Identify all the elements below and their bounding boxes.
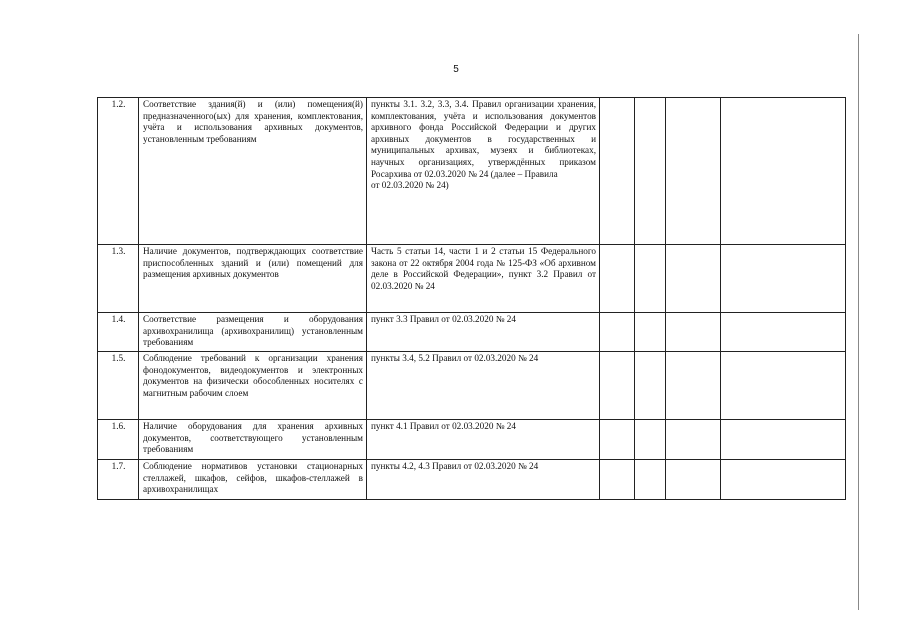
answer-cell-na bbox=[666, 420, 721, 460]
table-row bbox=[98, 313, 846, 352]
answer-cell-na bbox=[666, 245, 721, 313]
reference-cell bbox=[367, 98, 600, 245]
reference-text: пункты 3.4, 5.2 Правил от 02.03.2020 № 24 bbox=[367, 352, 600, 420]
answer-cell-na bbox=[666, 352, 721, 420]
table-row bbox=[98, 420, 846, 460]
reference-text: пункты 3.1. 3.2, 3.3, 3.4. Правил организации хранения, комплектования, учёта и использования документов архивного фонда Российской Федерации и других архивных документов в государственных и муниципальных архивах, музеях и библиотеках, научных организациях, утверждённых приказом Росархива от 02.03.2020 № 24 (далее – Правила bbox=[371, 99, 596, 179]
note-cell bbox=[721, 460, 846, 500]
requirement-text: Соответствие размещения и оборудования архивохранилища (архивохранилищ) установленным требованиям bbox=[139, 313, 367, 352]
requirement-text: Наличие документов, подтверждающих соответствие приспособленных зданий и (или) помещений для размещения архивных документов bbox=[139, 245, 367, 313]
answer-cell-yes bbox=[600, 460, 635, 500]
row-number: 1.5. bbox=[98, 352, 139, 420]
answer-cell-no bbox=[635, 460, 666, 500]
answer-cell-no bbox=[635, 420, 666, 460]
table-row bbox=[98, 352, 846, 420]
reference-text: пункт 4.1 Правил от 02.03.2020 № 24 bbox=[367, 420, 600, 460]
answer-cell-no bbox=[635, 352, 666, 420]
answer-cell-yes bbox=[600, 420, 635, 460]
reference-tail: от 02.03.2020 № 24) bbox=[371, 180, 449, 191]
answer-cell-na bbox=[666, 98, 721, 245]
checklist-table bbox=[97, 97, 846, 500]
note-cell bbox=[721, 313, 846, 352]
page-edge-rule bbox=[858, 34, 859, 610]
answer-cell-yes bbox=[600, 313, 635, 352]
note-cell bbox=[721, 98, 846, 245]
row-number: 1.3. bbox=[98, 245, 139, 313]
answer-cell-no bbox=[635, 245, 666, 313]
row-number: 1.4. bbox=[98, 313, 139, 352]
answer-cell-na bbox=[666, 313, 721, 352]
answer-cell-yes bbox=[600, 98, 635, 245]
table-row bbox=[98, 98, 846, 245]
answer-cell-no bbox=[635, 98, 666, 245]
requirement-text: Наличие оборудования для хранения архивных документов, соответствующего установленным требованиям bbox=[139, 420, 367, 460]
requirement-text: Соблюдение нормативов установки стационарных стеллажей, шкафов, сейфов, шкафов-стеллажей в архивохранилищах bbox=[139, 460, 367, 500]
answer-cell-yes bbox=[600, 245, 635, 313]
note-cell bbox=[721, 245, 846, 313]
table-row bbox=[98, 245, 846, 313]
row-number: 1.2. bbox=[98, 98, 139, 245]
answer-cell-na bbox=[666, 460, 721, 500]
table-row bbox=[98, 460, 846, 500]
page-number: 5 bbox=[453, 64, 459, 75]
requirement-text: Соблюдение требований к организации хранения фонодокументов, видеодокументов и электронных документов на физически обособленных носителях с магнитным рабочим слоем bbox=[139, 352, 367, 420]
answer-cell-yes bbox=[600, 352, 635, 420]
answer-cell-no bbox=[635, 313, 666, 352]
row-number: 1.7. bbox=[98, 460, 139, 500]
reference-text: Часть 5 статьи 14, части 1 и 2 статьи 15 Федерального закона от 22 октября 2004 года № 125-ФЗ «Об архивном деле в Российской Федерации», пункт 3.2 Правил от 02.03.2020 № 24 bbox=[367, 245, 600, 313]
reference-text: пункты 4.2, 4.3 Правил от 02.03.2020 № 24 bbox=[367, 460, 600, 500]
note-cell bbox=[721, 420, 846, 460]
row-number: 1.6. bbox=[98, 420, 139, 460]
reference-text: пункт 3.3 Правил от 02.03.2020 № 24 bbox=[367, 313, 600, 352]
requirement-text: Соответствие здания(й) и (или) помещения(й) предназначенного(ых) для хранения, комплектования, учёта и использования архивных документов, установленным требованиям bbox=[139, 98, 367, 245]
note-cell bbox=[721, 352, 846, 420]
